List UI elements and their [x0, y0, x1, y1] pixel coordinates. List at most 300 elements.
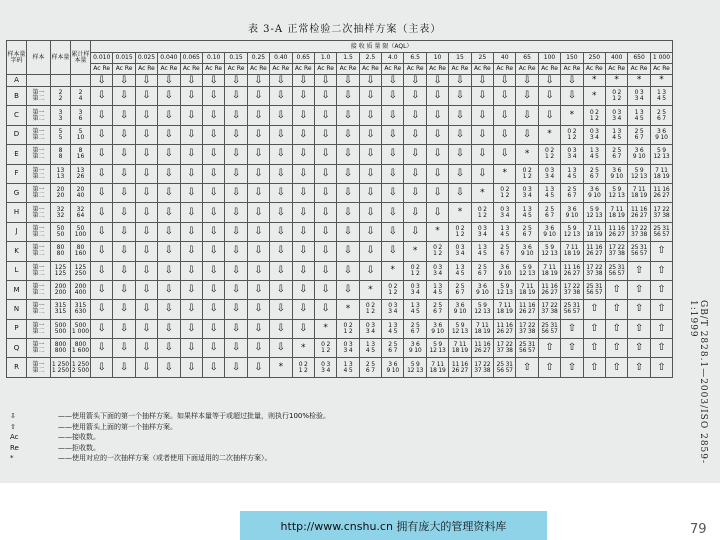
note-line: [10, 443, 330, 454]
ac-re-plan: [426, 339, 448, 358]
arrow-down-icon: ⇩: [292, 203, 314, 222]
arrow-down-icon: ⇩: [494, 87, 516, 106]
sample-label: [27, 222, 51, 241]
ac-re-line: 56 57: [519, 347, 536, 355]
ac-re-line: 26 27: [474, 347, 491, 355]
sample-size: [51, 280, 71, 299]
arrow-down-icon: ⇩: [292, 183, 314, 202]
ac-re-line: 5 9: [433, 341, 443, 349]
ac-re-line: 2 5: [567, 186, 577, 194]
sample-label-line: 第二: [32, 250, 45, 258]
ac-re-line: 3 6: [612, 166, 622, 174]
acre-label: Ac Re: [471, 64, 493, 75]
ac-re-line: 25 31: [541, 321, 558, 329]
ac-re-line: 1 2: [410, 269, 420, 277]
ac-re-line: 9 10: [588, 192, 601, 200]
ac-re-plan: [494, 300, 516, 319]
acre-label: Ac Re: [516, 64, 538, 75]
sample-label-line: 第一: [32, 89, 45, 97]
arrow-down-icon: ⇩: [225, 145, 247, 164]
arrow-down-icon: ⇩: [538, 75, 560, 87]
ac-re-line: 18 19: [451, 347, 469, 355]
ac-re-plan: [471, 242, 493, 261]
ac-re-plan: [426, 300, 448, 319]
arrow-down-icon: ⇩: [382, 87, 404, 106]
ac-re-plan: [538, 261, 560, 280]
ac-re-plan: [538, 183, 560, 202]
arrow-down-icon: ⇩: [382, 183, 404, 202]
ac-re-plan: [494, 183, 516, 202]
arrow-down-icon: ⇩: [225, 87, 247, 106]
sample-label-line: 第二: [32, 347, 45, 355]
arrow-down-icon: ⇩: [471, 87, 493, 106]
ac-re-line: 0 2: [298, 360, 308, 368]
ac-re-line: 12 13: [630, 172, 648, 180]
ac-re-line: 18 19: [608, 211, 625, 219]
cumulative-size-line: 160: [74, 250, 87, 258]
note-text: ——接收数。: [58, 433, 100, 442]
ac-re-plan: [516, 261, 538, 280]
ac-re-line: 26 27: [608, 230, 625, 238]
ac-re-line: 6 7: [365, 366, 375, 374]
ac-re-line: 11 16: [653, 186, 670, 194]
ac-re-line: 4 5: [656, 95, 666, 103]
ac-re-line: 3 6: [634, 147, 644, 155]
arrow-down-icon: ⇩: [292, 261, 314, 280]
sample-label-line: 第二: [32, 308, 45, 316]
ac-re-plan: [583, 106, 605, 125]
note-text: ——使用箭头下面的第一个抽样方案。如果样本量等于或超过批量，则执行100%检验。: [58, 412, 331, 420]
arrow-down-icon: ⇩: [382, 75, 404, 87]
ac-re-line: 3 6: [477, 283, 487, 291]
code-letter: A: [7, 75, 27, 87]
ac-re-plan: [561, 145, 583, 164]
arrow-down-icon: ⇩: [270, 300, 292, 319]
aql-value: 0.040: [158, 53, 180, 64]
acre-label: Ac Re: [247, 64, 269, 75]
arrow-down-icon: ⇩: [158, 125, 180, 144]
ac-re-plan: [516, 339, 538, 358]
arrow-down-icon: ⇩: [158, 75, 180, 87]
arrow-down-icon: ⇩: [247, 242, 269, 261]
arrow-down-icon: ⇩: [314, 145, 336, 164]
sample-label: [27, 75, 51, 87]
arrow-up-icon: ⇧: [583, 358, 605, 377]
ac-re-line: 7 11: [520, 283, 534, 291]
sample-label-line: 第二: [32, 289, 45, 297]
ac-re-plan: [471, 300, 493, 319]
sample-size-line: 1 250: [51, 366, 70, 374]
arrow-down-icon: ⇩: [516, 125, 538, 144]
arrow-down-icon: ⇩: [180, 280, 202, 299]
ac-re-plan: [538, 203, 560, 222]
arrow-down-icon: ⇩: [449, 145, 471, 164]
acre-label: Ac Re: [605, 64, 627, 75]
ac-re-line: 18 19: [519, 289, 536, 297]
ac-re-line: 3 6: [545, 224, 554, 232]
arrow-down-icon: ⇩: [202, 106, 224, 125]
aql-value: 25: [471, 53, 493, 64]
ac-re-line: 11 16: [541, 283, 558, 291]
arrow-down-icon: ⇩: [247, 339, 269, 358]
arrow-down-icon: ⇩: [202, 203, 224, 222]
ac-re-plan: [538, 242, 560, 261]
ac-re-plan: [583, 183, 605, 202]
sample-label-line: 第二: [32, 192, 45, 200]
arrow-up-icon: ⇧: [583, 339, 605, 358]
ac-re-plan: [494, 319, 516, 338]
star-icon: *: [628, 75, 650, 87]
ac-re-line: 18 19: [563, 250, 580, 258]
cumulative-size: [71, 164, 91, 183]
ac-re-line: 2 5: [522, 224, 532, 232]
cumulative-size-line: 40: [76, 192, 85, 200]
ac-re-line: 0 3: [321, 360, 331, 368]
ac-re-plan: [494, 358, 516, 377]
sample-label: [27, 145, 51, 164]
ac-re-line: 7 11: [431, 360, 444, 368]
header-cumulative: 累计样本量: [71, 41, 91, 75]
ac-re-line: 12 13: [563, 230, 580, 238]
acre-label: Ac Re: [314, 64, 336, 75]
arrow-down-icon: ⇩: [292, 145, 314, 164]
aql-value: 400: [605, 53, 627, 64]
arrow-down-icon: ⇩: [202, 75, 224, 87]
arrow-down-icon: ⇩: [135, 300, 157, 319]
ac-re-line: 9 10: [386, 366, 400, 374]
ac-re-line: 11 16: [451, 360, 469, 368]
sample-size: [51, 75, 71, 87]
arrow-down-icon: ⇩: [270, 145, 292, 164]
ac-re-line: 4 5: [455, 269, 465, 277]
ac-re-line: 1 2: [321, 347, 331, 355]
aql-value: 10: [426, 53, 448, 64]
arrow-down-icon: ⇩: [247, 164, 269, 183]
ac-re-line: 3 4: [388, 308, 398, 316]
sample-size-line: 200: [54, 283, 67, 291]
ac-re-line: 1 2: [477, 211, 487, 219]
sample-size-line: 800: [54, 347, 67, 355]
ac-re-line: 56 57: [496, 366, 513, 374]
arrow-down-icon: ⇩: [225, 339, 247, 358]
ac-re-line: 5 9: [656, 147, 666, 155]
ac-re-line: 17 22: [519, 321, 536, 329]
ac-re-line: 25 31: [519, 341, 536, 349]
star-icon: *: [561, 106, 583, 125]
arrow-down-icon: ⇩: [314, 280, 336, 299]
arrow-down-icon: ⇩: [426, 106, 448, 125]
ac-re-line: 1 2: [545, 153, 554, 161]
sample-size: [51, 164, 71, 183]
arrow-down-icon: ⇩: [404, 203, 426, 222]
sample-size-line: 80: [56, 244, 65, 252]
acre-label: Ac Re: [426, 64, 448, 75]
ac-re-line: 25 31: [630, 244, 648, 252]
arrow-down-icon: ⇩: [270, 87, 292, 106]
sample-size: [51, 125, 71, 144]
arrow-up-icon: ⇧: [650, 280, 672, 299]
star-icon: *: [270, 358, 292, 377]
arrow-down-icon: ⇩: [404, 145, 426, 164]
sample-label-line: 第一: [32, 321, 45, 329]
ac-re-line: 3 4: [545, 172, 554, 180]
arrow-down-icon: ⇩: [247, 145, 269, 164]
note-text: ——使用对应的一次抽样方案（或者使用下面适用的二次抽样方案）。: [58, 454, 272, 463]
ac-re-plan: [650, 145, 672, 164]
ac-re-plan: [449, 261, 471, 280]
ac-re-plan: [561, 164, 583, 183]
ac-re-line: 9 10: [498, 269, 511, 277]
ac-re-plan: [382, 358, 404, 377]
aql-value: 0.10: [202, 53, 224, 64]
ac-re-line: 4 5: [567, 172, 577, 180]
arrow-down-icon: ⇩: [404, 75, 426, 87]
ac-re-plan: [471, 358, 493, 377]
arrow-down-icon: ⇩: [202, 125, 224, 144]
ac-re-line: 3 4: [567, 153, 577, 161]
ac-re-plan: [561, 300, 583, 319]
acre-label: Ac Re: [449, 64, 471, 75]
ac-re-line: 4 5: [365, 347, 375, 355]
ac-re-line: 26 27: [451, 366, 469, 374]
arrow-down-icon: ⇩: [91, 319, 113, 338]
arrow-down-icon: ⇩: [202, 222, 224, 241]
ac-re-plan: [561, 242, 583, 261]
cumulative-size-line: 100: [74, 230, 87, 238]
arrow-down-icon: ⇩: [91, 261, 113, 280]
ac-re-line: 0 2: [522, 166, 532, 174]
ac-re-plan: [404, 261, 426, 280]
ac-re-plan: [404, 300, 426, 319]
arrow-down-icon: ⇩: [247, 358, 269, 377]
cumulative-size-line: 3: [78, 108, 83, 116]
ac-re-line: 0 3: [634, 89, 644, 97]
arrow-up-icon: ⇧: [516, 358, 538, 377]
arrow-down-icon: ⇩: [270, 203, 292, 222]
ac-re-plan: [449, 339, 471, 358]
arrow-down-icon: ⇩: [426, 87, 448, 106]
ac-re-line: 1 2: [567, 133, 577, 141]
ac-re-line: 0 2: [545, 147, 554, 155]
ac-re-line: 12 13: [586, 211, 603, 219]
ac-re-line: 1 3: [500, 224, 510, 232]
arrow-down-icon: ⇩: [292, 75, 314, 87]
arrow-up-icon: ⇧: [605, 300, 627, 319]
arrow-down-icon: ⇩: [292, 164, 314, 183]
ac-re-line: 2 5: [433, 302, 443, 310]
ac-re-plan: [538, 319, 560, 338]
arrow-up-icon: ⇧: [628, 319, 650, 338]
arrow-up-icon: ⇧: [561, 358, 583, 377]
arrow-down-icon: ⇩: [135, 222, 157, 241]
acre-label: Ac Re: [650, 64, 672, 75]
ac-re-line: 12 13: [608, 192, 625, 200]
ac-re-line: 1 3: [545, 186, 554, 194]
arrow-down-icon: ⇩: [314, 203, 336, 222]
cumulative-size: [71, 203, 91, 222]
ac-re-line: 2 5: [656, 108, 666, 116]
arrow-down-icon: ⇩: [337, 222, 359, 241]
ac-re-plan: [628, 242, 650, 261]
ac-re-plan: [538, 222, 560, 241]
star-icon: *: [583, 87, 605, 106]
arrow-down-icon: ⇩: [158, 164, 180, 183]
arrow-up-icon: ⇧: [605, 319, 627, 338]
arrow-up-icon: ⇧: [583, 300, 605, 319]
arrow-down-icon: ⇩: [91, 75, 113, 87]
acre-label: Ac Re: [292, 64, 314, 75]
ac-re-line: 3 6: [410, 341, 420, 349]
page-number: 79: [690, 522, 707, 537]
ac-re-line: 11 16: [474, 341, 491, 349]
ac-re-line: 18 19: [541, 269, 558, 277]
sample-size-line: 50: [56, 224, 65, 232]
ac-re-line: 37 38: [496, 347, 513, 355]
arrow-down-icon: ⇩: [180, 164, 202, 183]
arrow-down-icon: ⇩: [202, 242, 224, 261]
ac-re-plan: [382, 300, 404, 319]
header-size: 样本量: [51, 41, 71, 75]
arrow-down-icon: ⇩: [135, 280, 157, 299]
ac-re-line: 1 3: [567, 166, 577, 174]
arrow-down-icon: ⇩: [404, 106, 426, 125]
star-icon: *: [382, 261, 404, 280]
sample-size-line: 13: [56, 172, 65, 180]
arrow-down-icon: ⇩: [247, 300, 269, 319]
sample-size: [51, 145, 71, 164]
ac-re-line: 1 2: [500, 192, 510, 200]
arrow-down-icon: ⇩: [113, 339, 135, 358]
ac-re-line: 12 13: [519, 269, 536, 277]
ac-re-plan: [516, 242, 538, 261]
standard-code-vertical: GB/T 2828.1—2003/ISO 2859-1:1999: [688, 300, 708, 465]
arrow-down-icon: ⇩: [314, 87, 336, 106]
ac-re-line: 6 7: [410, 327, 420, 335]
aql-value: 0.65: [292, 53, 314, 64]
arrow-down-icon: ⇩: [225, 358, 247, 377]
arrow-down-icon: ⇩: [158, 183, 180, 202]
arrow-down-icon: ⇩: [471, 164, 493, 183]
arrow-down-icon: ⇩: [91, 339, 113, 358]
ac-re-line: 7 11: [655, 166, 668, 174]
ac-re-line: 0 2: [589, 108, 599, 116]
cumulative-size-line: 26: [76, 172, 85, 180]
arrow-down-icon: ⇩: [404, 222, 426, 241]
ac-re-plan: [426, 242, 448, 261]
arrow-down-icon: ⇩: [225, 125, 247, 144]
ac-re-plan: [605, 261, 627, 280]
aql-value: 1.0: [314, 53, 336, 64]
cumulative-size-line: 500: [74, 321, 87, 329]
ac-re-plan: [494, 222, 516, 241]
sample-label: [27, 242, 51, 261]
ac-re-line: 2 5: [477, 263, 487, 271]
sample-size-line: 2: [58, 89, 63, 97]
cumulative-size-line: 8: [78, 147, 83, 155]
ac-re-line: 56 57: [608, 269, 625, 277]
ac-re-line: 0 3: [500, 205, 510, 213]
sample-label: [27, 319, 51, 338]
ac-re-plan: [583, 164, 605, 183]
star-icon: *: [650, 75, 672, 87]
cumulative-size-line: 20: [76, 186, 85, 194]
sample-size-line: 200: [54, 289, 67, 297]
ac-re-line: 6 7: [567, 192, 577, 200]
sample-size: [51, 183, 71, 202]
cumulative-size-line: 5: [78, 127, 83, 135]
star-icon: *: [314, 319, 336, 338]
arrow-down-icon: ⇩: [382, 222, 404, 241]
sample-label-line: 第一: [32, 244, 45, 252]
star-icon: *: [449, 203, 471, 222]
ac-re-line: 0 2: [477, 205, 487, 213]
cumulative-size-line: 64: [76, 211, 85, 219]
arrow-down-icon: ⇩: [292, 222, 314, 241]
cumulative-size-line: 250: [74, 269, 87, 277]
sample-label: [27, 164, 51, 183]
arrow-down-icon: ⇩: [337, 261, 359, 280]
sample-size-line: 800: [54, 341, 67, 349]
ac-re-line: 11 16: [496, 321, 513, 329]
arrow-down-icon: ⇩: [247, 125, 269, 144]
arrow-down-icon: ⇩: [426, 203, 448, 222]
ac-re-line: 5 9: [410, 360, 420, 368]
sample-label-line: 第一: [32, 186, 45, 194]
ac-re-line: 0 2: [365, 302, 375, 310]
ac-re-plan: [404, 319, 426, 338]
ac-re-line: 9 10: [408, 347, 422, 355]
ac-re-plan: [337, 339, 359, 358]
ac-re-line: 1 3: [634, 108, 644, 116]
ac-re-line: 56 57: [653, 230, 670, 238]
arrow-down-icon: ⇩: [449, 125, 471, 144]
ac-re-plan: [628, 125, 650, 144]
arrow-down-icon: ⇩: [247, 261, 269, 280]
ac-re-line: 9 10: [632, 153, 646, 161]
arrow-down-icon: ⇩: [113, 75, 135, 87]
ac-re-line: 25 31: [586, 283, 603, 291]
ac-re-line: 17 22: [496, 341, 513, 349]
ac-re-plan: [561, 125, 583, 144]
aql-value: 1.5: [337, 53, 359, 64]
arrow-down-icon: ⇩: [202, 319, 224, 338]
ac-re-line: 26 27: [630, 211, 648, 219]
ac-re-plan: [516, 300, 538, 319]
arrow-down-icon: ⇩: [247, 75, 269, 87]
sample-label-line: 第二: [32, 114, 45, 122]
cumulative-size-line: 2: [78, 89, 83, 97]
ac-re-line: 2 5: [500, 244, 510, 252]
ac-re-plan: [605, 183, 627, 202]
ac-re-line: 3 4: [365, 327, 375, 335]
ac-re-plan: [494, 261, 516, 280]
sample-label: [27, 358, 51, 377]
arrow-down-icon: ⇩: [314, 261, 336, 280]
ac-re-plan: [449, 222, 471, 241]
sample-size: [51, 222, 71, 241]
ac-re-plan: [628, 183, 650, 202]
ac-re-line: 0 2: [321, 341, 331, 349]
ac-re-line: 2 5: [455, 283, 465, 291]
ac-re-plan: [314, 339, 336, 358]
ac-re-plan: [538, 280, 560, 299]
ac-re-plan: [516, 183, 538, 202]
ac-re-plan: [628, 145, 650, 164]
arrow-down-icon: ⇩: [225, 261, 247, 280]
ac-re-plan: [359, 358, 381, 377]
ac-re-line: 18 19: [496, 308, 513, 316]
ac-re-line: 3 4: [634, 95, 644, 103]
